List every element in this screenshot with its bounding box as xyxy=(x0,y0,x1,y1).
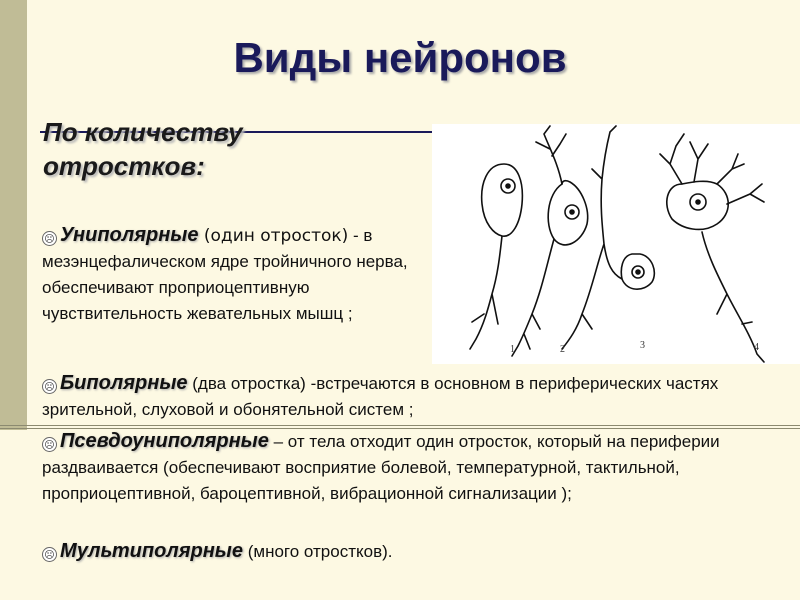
neuron-2-body xyxy=(548,181,587,245)
frown-face-icon: ☹ xyxy=(42,231,57,246)
slide-title: Виды нейронов xyxy=(233,34,567,81)
figure-label-3: 3 xyxy=(640,340,645,351)
list-item-multipolar xyxy=(42,538,792,565)
term-bipolar: Биполярные xyxy=(60,372,188,394)
neuron-4-body xyxy=(667,181,728,229)
list-item-unipolar xyxy=(42,222,422,327)
neuron-1-body xyxy=(482,164,523,236)
neuron-drawing xyxy=(432,124,800,364)
unipolar-description: - в мезэнцефалическом ядре тройничного нерва, обеспечивают проприоцептивную чувствительность жевательных мышц ; xyxy=(42,226,408,323)
frown-face-icon: ☹ xyxy=(42,547,57,562)
slide-subtitle xyxy=(43,115,243,183)
neuron-types-figure xyxy=(432,124,800,364)
subtitle-line-1: По количеству xyxy=(43,117,243,147)
list-item-pseudounipolar xyxy=(42,428,792,507)
frown-face-icon: ☹ xyxy=(42,379,57,394)
term-unipolar: Униполярные xyxy=(60,224,199,246)
pseudounipolar-description: – от тела отходит один отросток, который на периферии раздваивается (обеспечивают восприятие болевой, температурной, тактильной, проприоцептивной, бароцептивной, вибрационной сигнализации ); xyxy=(42,432,720,503)
term-multipolar: Мультиполярные xyxy=(60,540,243,562)
figure-label-2: 2 xyxy=(560,344,565,355)
list-item-bipolar xyxy=(42,370,792,423)
subtitle-line-2: отростков: xyxy=(43,151,205,181)
bipolar-description: (два отростка) -встречаются в основном в периферических частях зрительной, слуховой и обонятельной систем ; xyxy=(42,374,719,419)
figure-label-4: 4 xyxy=(754,342,759,353)
frown-face-icon: ☹ xyxy=(42,437,57,452)
divider-line xyxy=(0,425,800,426)
unipolar-paren: (один отросток) xyxy=(198,226,349,246)
figure-label-1: 1 xyxy=(510,344,515,355)
term-pseudounipolar: Псевдоуниполярные xyxy=(60,430,269,452)
multipolar-description: (много отростков). xyxy=(243,542,393,561)
